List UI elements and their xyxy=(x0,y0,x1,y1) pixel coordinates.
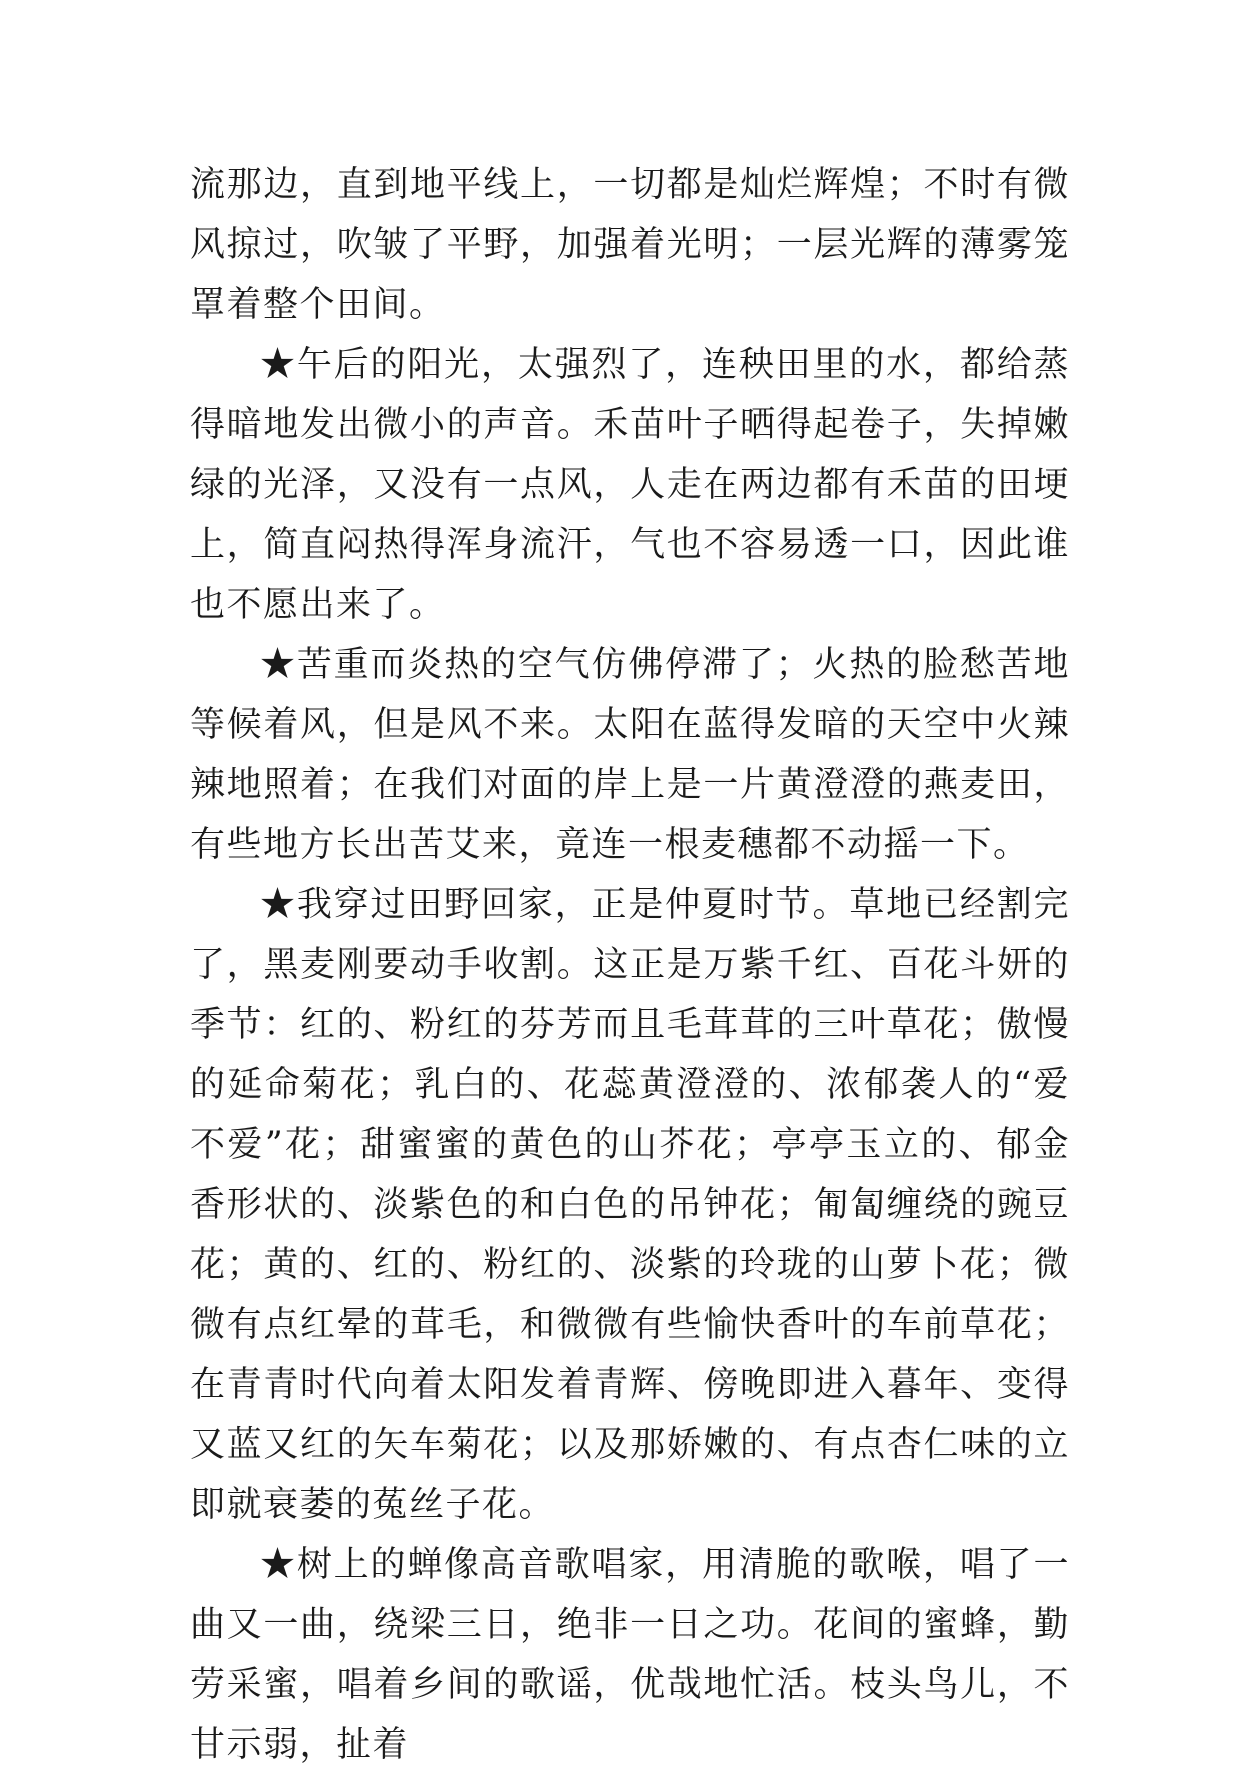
paragraph-stagnant-air: ★苦重而炎热的空气仿佛停滞了；火热的脸愁苦地等候着风，但是风不来。太阳在蓝得发暗的天空中火辣辣地照着；在我们对面的岸上是一片黄澄澄的燕麦田，有些地方长出苦艾来，竟连一根麦穗都不动摇一下。 xyxy=(190,645,1070,865)
paragraph-midsummer-flowers: ★我穿过田野回家，正是仲夏时节。草地已经割完了，黑麦刚要动手收割。这正是万紫千红、百花斗妍的季节：红的、粉红的芬芳而且毛茸茸的三叶草花；傲慢的延命菊花；乳白的、花蕊黄澄澄的、浓郁袭人的“爱不爱”花；甜蜜蜜的黄色的山芥花；亭亭玉立的、郁金香形状的、淡紫色的和白色的吊钟花；匍匐缠绕的豌豆花；黄的、红的、粉红的、淡紫的玲珑的山萝卜花；微微有点红晕的茸毛，和微微有些愉快香叶的车前草花；在青青时代向着太阳发着青辉、傍晚即进入暮年、变得又蓝又红的矢车菊花；以及那娇嫩的、有点杏仁味的立即就衰萎的菟丝子花。 xyxy=(190,885,1070,1525)
paragraph-afternoon-sun: ★午后的阳光，太强烈了，连秧田里的水，都给蒸得暗地发出微小的声音。禾苗叶子晒得起卷子，失掉嫩绿的光泽，又没有一点风，人走在两边都有禾苗的田埂上，简直闷热得浑身流汗，气也不容易透一口，因此谁也不愿出来了。 xyxy=(190,345,1070,625)
paragraph-cicadas: ★树上的蝉像高音歌唱家，用清脆的歌喉，唱了一曲又一曲，绕梁三日，绝非一日之功。花间的蜜蜂，勤劳采蜜，唱着乡间的歌谣，优哉地忙活。枝头鸟儿，不甘示弱，扯着 xyxy=(190,1545,1070,1765)
paragraph-continuation: 流那边，直到地平线上，一切都是灿烂辉煌；不时有微风掠过，吹皱了平野，加强着光明；一层光辉的薄雾笼罩着整个田间。 xyxy=(190,165,1070,325)
body-text xyxy=(190,155,1070,1775)
